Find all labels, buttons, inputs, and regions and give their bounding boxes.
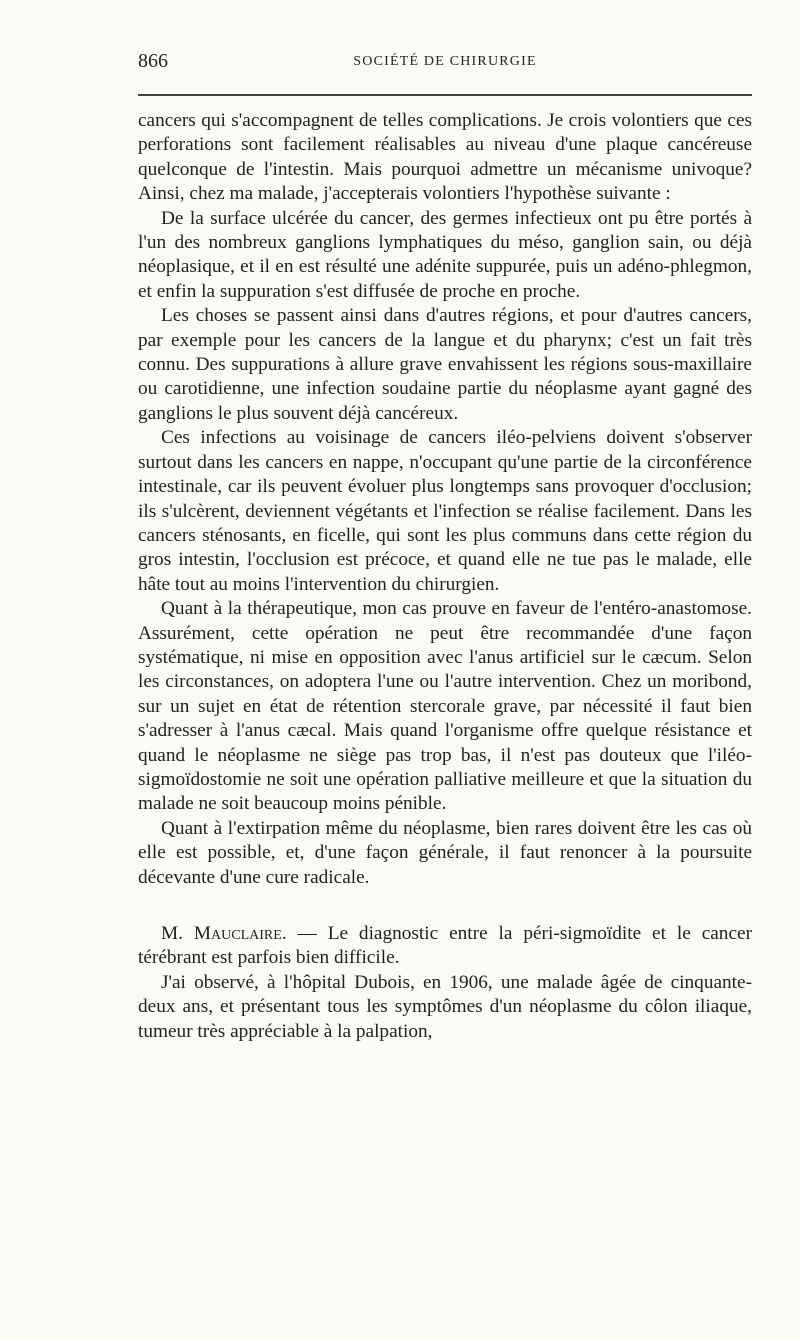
speaker-name: M. Mauclaire. bbox=[161, 923, 287, 944]
page-header bbox=[138, 50, 752, 76]
paragraph: Quant à l'extirpation même du néoplasme, bien rares doivent être les cas où elle est possible, et, d'une façon générale, il faut renoncer à la poursuite décevante d'une cure radicale. bbox=[138, 817, 752, 888]
header-rule bbox=[138, 94, 752, 96]
body-text bbox=[138, 109, 752, 1044]
paragraph-continuation: cancers qui s'accompagnent de telles complications. Je crois volontiers que ces perforations sont facilement réalisables au niveau d'une plaque cancéreuse quelconque de l'intestin. Mais pourquoi admettre un mécanisme univoque? Ainsi, chez ma malade, j'accepterais volontiers l'hypothèse suivante : bbox=[138, 110, 752, 205]
page-number: 866 bbox=[138, 50, 168, 72]
paragraph: De la surface ulcérée du cancer, des germes infectieux ont pu être portés à l'un des nombreux ganglions lymphatiques du méso, ganglion sain, ou déjà néoplasique, et il en est résulté une adénite suppurée, puis un adéno-phlegmon, et enfin la suppuration s'est diffusée de proche en proche. bbox=[138, 207, 752, 302]
paragraph: Ces infections au voisinage de cancers iléo-pelviens doivent s'observer surtout dans les cancers en nappe, n'occupant qu'une partie de la circonférence intestinale, car ils peuvent évoluer plus longtemps sans provoquer d'occlusion; ils s'ulcèrent, deviennent végétants et l'infection se réalise facilement. Dans les cancers sténosants, en ficelle, qui sont les plus communs dans cette région du gros intestin, l'occlusion est précoce, et quand elle ne tue pas le malade, elle hâte tout au moins l'intervention du chirurgien. bbox=[138, 427, 752, 595]
running-head: SOCIÉTÉ DE CHIRURGIE bbox=[353, 54, 537, 69]
speaker-statement: — Le diagnostic entre la péri-sigmoïdite et le cancer térébrant est parfois bien difficile. bbox=[138, 923, 752, 969]
paragraph: Quant à la thérapeutique, mon cas prouve en faveur de l'entéro-anastomose. Assurément, cette opération ne peut être recommandée d'une façon systématique, ni mise en opposition avec l'anus artificiel sur le cæcum. Selon les circonstances, on adoptera l'une ou l'autre intervention. Chez un moribond, sur un sujet en état de rétention stercorale grave, par nécessité il faut bien s'adresser à l'anus cæcal. Mais quand l'organisme offre quelque résistance et quand le néoplasme ne siège pas trop bas, il n'est pas douteux que l'iléo-sigmoïdostomie ne soit une opération palliative meilleure et que la situation du malade ne soit beaucoup moins pénible. bbox=[138, 598, 752, 815]
speaker-paragraph bbox=[138, 922, 752, 971]
paragraph: Les choses se passent ainsi dans d'autres régions, et pour d'autres cancers, par exemple pour les cancers de la langue et du pharynx; c'est un fait très connu. Des suppurations à allure grave envahissent les régions sous-maxillaire ou carotidienne, une infection soudaine partie du néoplasme ayant gagné des ganglions le plus souvent déjà cancéreux. bbox=[138, 305, 752, 424]
paragraph: J'ai observé, à l'hôpital Dubois, en 1906, une malade âgée de cinquante-deux ans, et présentant tous les symptômes d'un néoplasme du côlon iliaque, tumeur très appréciable à la palpation, bbox=[138, 971, 752, 1042]
